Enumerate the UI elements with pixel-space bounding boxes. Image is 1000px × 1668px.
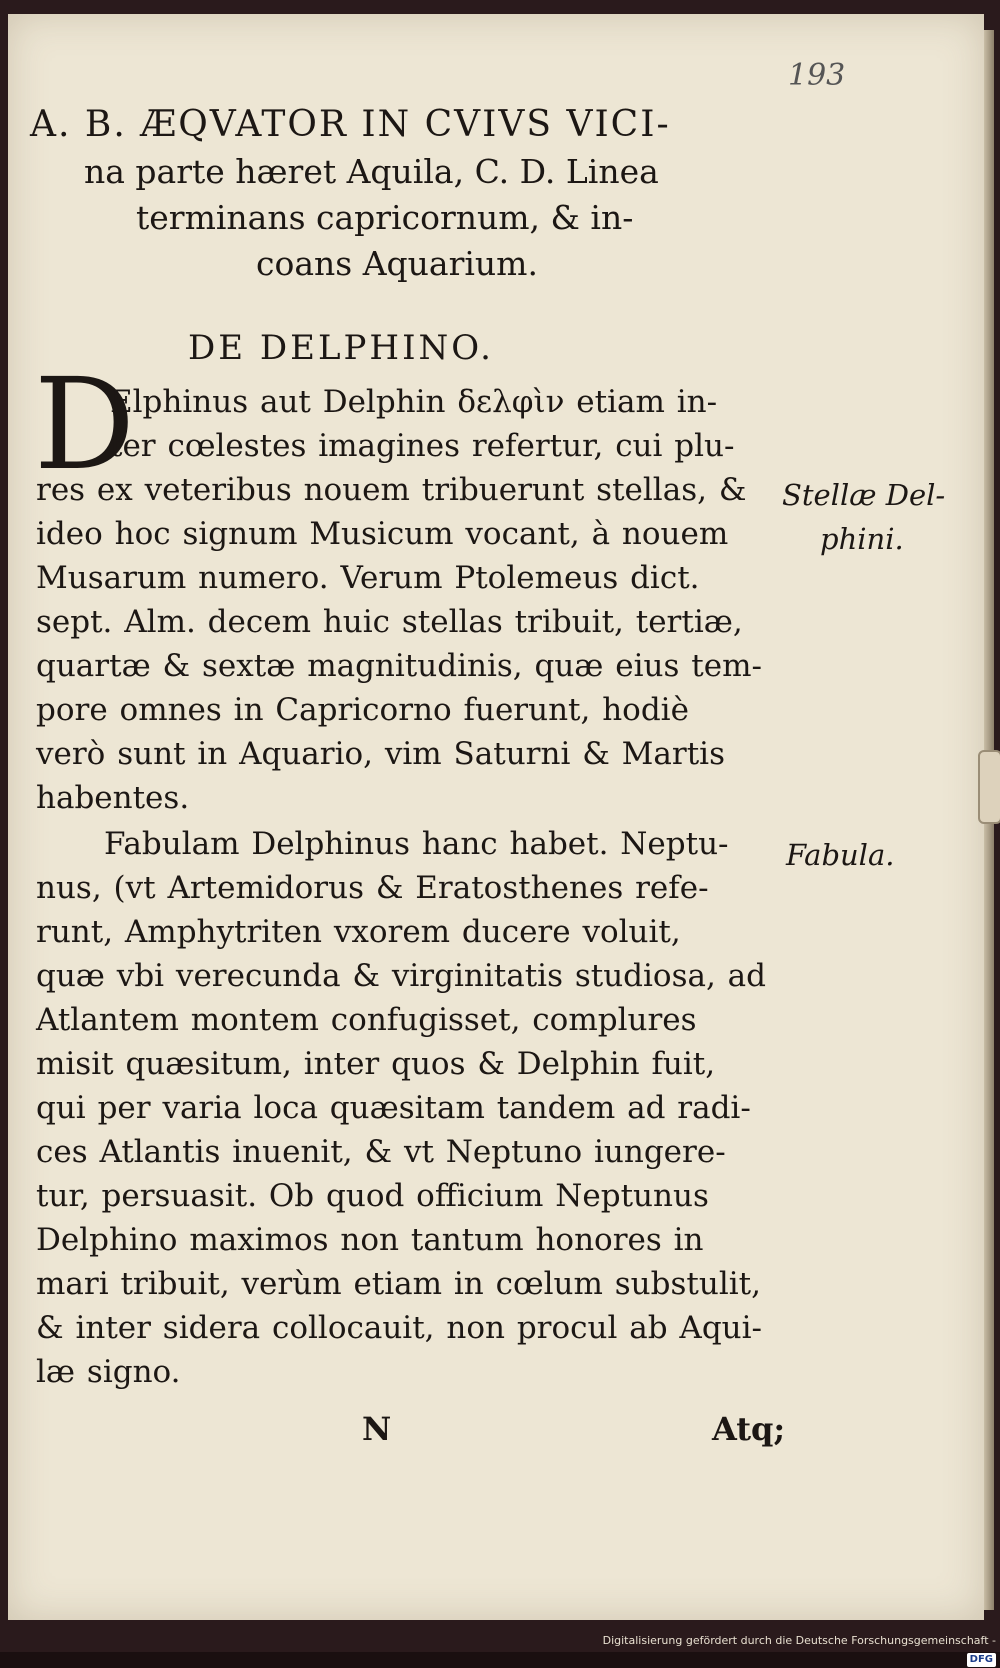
- paragraph2-line: quæ vbi verecunda & virginitatis studiosa, ad: [36, 958, 767, 994]
- paragraph2-line: læ signo.: [36, 1354, 181, 1390]
- paragraph1-line: ideo hoc signum Musicum vocant, à nouem: [36, 516, 729, 552]
- digitization-credit: [600, 1632, 996, 1665]
- paragraph1-line: quartæ & sextæ magnitudinis, quæ eius tem-: [36, 648, 762, 684]
- paragraph2-line: runt, Amphytriten vxorem ducere voluit,: [36, 914, 681, 950]
- paragraph2-line: misit quæsitum, inter quos & Delphin fuit,: [36, 1046, 716, 1082]
- paragraph2-line: tur, persuasit. Ob quod officium Neptunus: [36, 1178, 709, 1214]
- paragraph1-line: Musarum numero. Verum Ptolemeus dict.: [36, 560, 700, 596]
- paragraph1-line: Elphinus aut Delphin δελφὶν etiam in-: [110, 384, 718, 420]
- margin-note-stellae-cont: phini.: [820, 522, 904, 556]
- figure-caption-line-4: coans Aquarium.: [256, 244, 538, 283]
- paragraph2-line: qui per varia loca quæsitam tandem ad radi-: [36, 1090, 751, 1126]
- dfg-logo-badge: DFG: [967, 1653, 996, 1667]
- margin-note-stellae: Stellæ Del-: [782, 478, 946, 512]
- drop-cap: D: [34, 351, 136, 498]
- paragraph2-line: Fabulam Delphinus hanc habet. Neptu-: [104, 826, 729, 862]
- paragraph2-line: ces Atlantis inuenit, & vt Neptuno iungere-: [36, 1134, 726, 1170]
- credit-text: Digitalisierung gefördert durch die Deutsche Forschungsgemeinschaft -: [602, 1634, 996, 1647]
- paragraph2-line: & inter sidera collocauit, non procul ab Aqui-: [36, 1310, 763, 1346]
- folio-number: 193: [788, 58, 846, 93]
- section-heading: DE DELPHINO.: [188, 328, 494, 368]
- paragraph1-line: sept. Alm. decem huic stellas tribuit, tertiæ,: [36, 604, 743, 640]
- paragraph1-line: verò sunt in Aquario, vim Saturni & Martis: [36, 736, 726, 772]
- paragraph1-line: pore omnes in Capricorno fuerunt, hodiè: [36, 692, 689, 728]
- figure-caption-line-1: A. B. ÆQVATOR IN CVIVS VICI-: [30, 104, 671, 145]
- figure-caption-line-2: na parte hæret Aquila, C. D. Linea: [84, 152, 659, 191]
- catchword: Atq;: [712, 1410, 786, 1448]
- clip-mark: [978, 750, 1000, 824]
- paragraph1-line: ter cœlestes imagines refertur, cui plu-: [110, 428, 735, 464]
- paragraph2-line: nus, (vt Artemidorus & Eratosthenes refe-: [36, 870, 709, 906]
- paragraph1-line: res ex veteribus nouem tribuerunt stellas, &: [36, 472, 747, 508]
- paragraph2-line: mari tribuit, verùm etiam in cœlum substulit,: [36, 1266, 761, 1302]
- paragraph2-line: Delphino maximos non tantum honores in: [36, 1222, 704, 1258]
- paragraph1-line: habentes.: [36, 780, 190, 816]
- signature-mark: N: [362, 1410, 392, 1448]
- paragraph2-line: Atlantem montem confugisset, complures: [36, 1002, 697, 1038]
- margin-note-fabula: Fabula.: [786, 838, 895, 872]
- figure-caption-line-3: terminans capricornum, & in-: [136, 198, 634, 237]
